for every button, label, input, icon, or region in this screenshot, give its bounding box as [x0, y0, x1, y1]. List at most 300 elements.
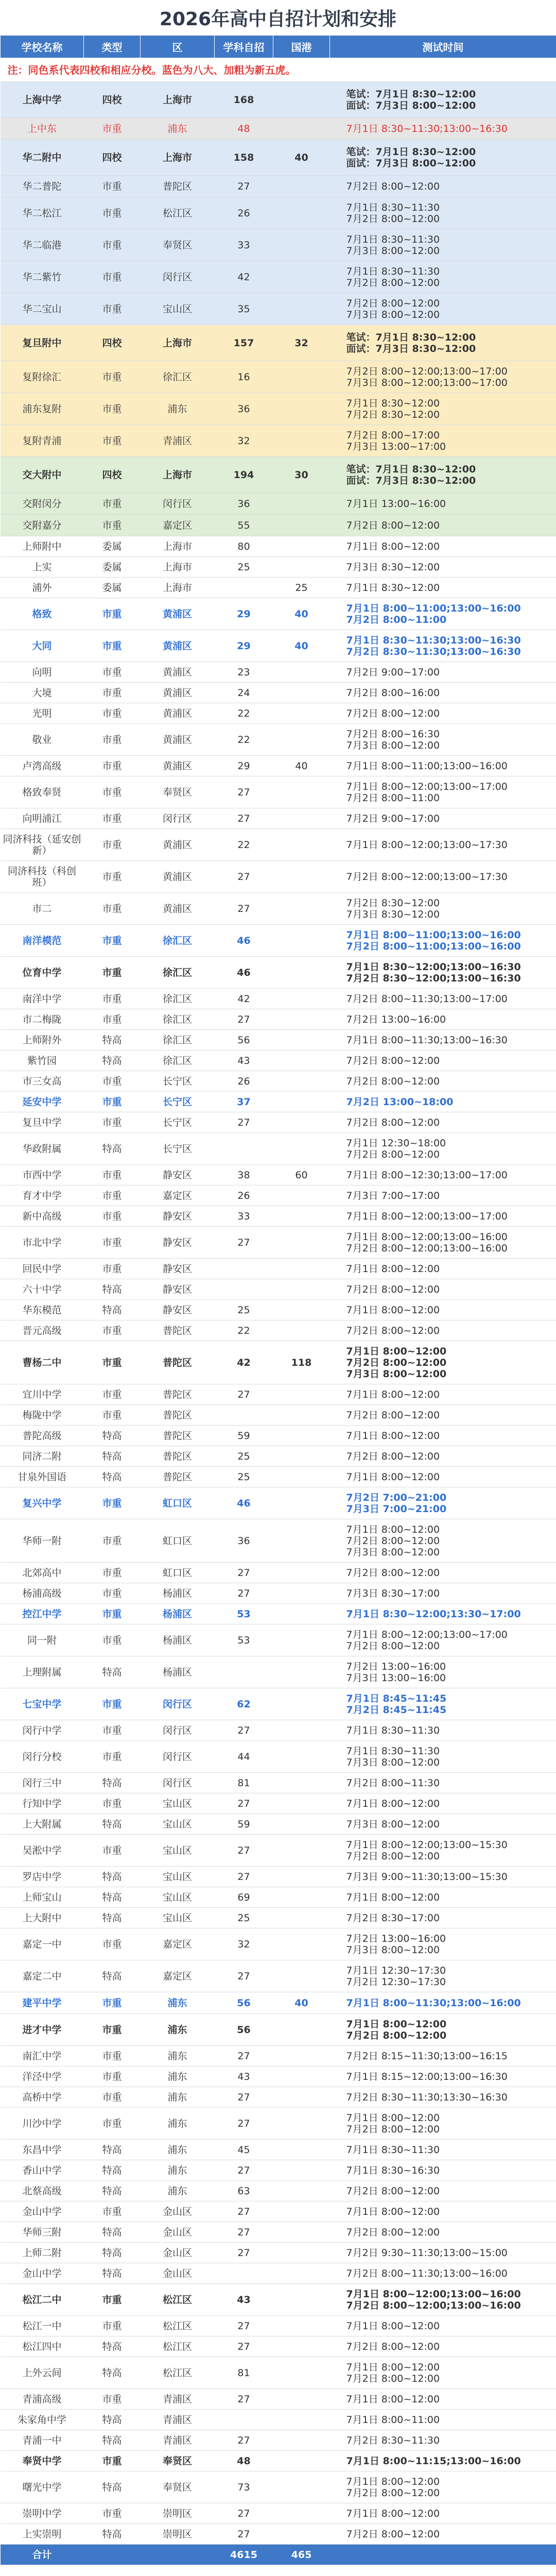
district-cell: 闵行区	[141, 1720, 215, 1741]
school-name-cell: 朱家角中学	[1, 2410, 84, 2430]
test-time-line: 7月2日 8:30~12:00	[346, 897, 440, 909]
test-time-cell	[330, 1835, 556, 1867]
type-cell: 市重	[84, 598, 141, 630]
test-time-line: 7月2日 8:00~12:00	[346, 707, 440, 719]
type-cell: 市重	[84, 1320, 141, 1341]
quota-cell: 27	[215, 2524, 273, 2545]
school-name-cell: 市二	[1, 893, 84, 925]
type-cell: 市重	[84, 2316, 141, 2336]
district-cell: 普陀区	[141, 1320, 215, 1341]
type-cell: 市重	[84, 1341, 141, 1384]
test-time-cell	[330, 2410, 556, 2430]
type-cell: 市重	[84, 515, 141, 536]
guogang-cell	[273, 2503, 330, 2524]
test-time-cell	[330, 1519, 556, 1563]
type-cell: 市重	[84, 393, 141, 425]
test-time-cell	[330, 493, 556, 515]
test-time-line: 7月2日 8:00~11:30;13:00~16:00	[346, 2267, 508, 2279]
header-type: 类型	[84, 36, 141, 58]
guogang-cell	[273, 176, 330, 197]
school-name-cell: 浦外	[1, 578, 84, 598]
guogang-cell	[273, 2316, 330, 2336]
test-time-cell	[330, 1793, 556, 1814]
district-cell: 青浦区	[141, 2430, 215, 2451]
test-time-cell	[330, 293, 556, 325]
test-time-cell	[330, 2140, 556, 2160]
district-cell: 黄浦区	[141, 598, 215, 630]
type-cell: 特高	[84, 2263, 141, 2284]
type-cell: 市重	[84, 703, 141, 724]
test-time-line: 7月1日 8:30~11:30	[346, 201, 440, 213]
district-cell: 杨浦区	[141, 1624, 215, 1656]
school-name-cell: 上大附属	[1, 1814, 84, 1835]
quota-cell: 27	[215, 2160, 273, 2181]
guogang-cell	[273, 2284, 330, 2316]
type-cell: 市重	[84, 1928, 141, 1960]
school-name-cell: 嘉定二中	[1, 1960, 84, 1992]
table-row	[1, 536, 556, 557]
note-text: 注：同色系代表四校和相应分校。蓝色为八大、加粗为新五虎。	[1, 58, 556, 82]
table-row	[1, 1165, 556, 1185]
guogang-cell	[273, 1112, 330, 1133]
test-time-line: 7月1日 8:00~12:00	[346, 2112, 440, 2124]
district-cell: 松江区	[141, 2316, 215, 2336]
district-cell: 奉贤区	[141, 776, 215, 808]
guogang-cell	[273, 2014, 330, 2046]
table-row	[1, 1092, 556, 1112]
school-name-cell: 川沙中学	[1, 2108, 84, 2140]
table-row	[1, 1741, 556, 1773]
table-row	[1, 1446, 556, 1467]
test-time-line: 7月1日 8:30~12:00	[346, 397, 440, 409]
type-cell: 特高	[84, 2181, 141, 2201]
guogang-cell: 40	[273, 630, 330, 662]
guogang-cell	[273, 1773, 330, 1793]
table-row	[1, 118, 556, 140]
school-name-cell: 奉贤中学	[1, 2451, 84, 2471]
district-cell: 静安区	[141, 1279, 215, 1300]
school-name-cell: 金山中学	[1, 2263, 84, 2284]
test-time-cell	[330, 1259, 556, 1279]
test-time-line: 7月2日 8:00~12:00	[346, 2528, 440, 2540]
quota-cell: 44	[215, 1741, 273, 1773]
school-name-cell: 控江中学	[1, 1604, 84, 1624]
school-name-cell: 同济二附	[1, 1446, 84, 1467]
test-time-line: 7月1日 8:30~11:30	[346, 1724, 440, 1736]
quota-cell: 46	[215, 925, 273, 957]
test-time-cell	[330, 2181, 556, 2201]
test-time-line: 7月1日 8:00~11:30;13:00~16:30	[346, 1034, 508, 1046]
quota-cell	[215, 1405, 273, 1426]
test-time-line: 7月2日 8:00~11:30;13:00~17:00	[346, 993, 508, 1005]
guogang-cell	[273, 1426, 330, 1446]
test-time-line: 7月3日 8:00~12:00	[346, 1546, 440, 1558]
table-row	[1, 2243, 556, 2263]
table-row	[1, 293, 556, 325]
district-cell: 闵行区	[141, 1688, 215, 1720]
test-time-cell	[330, 1092, 556, 1112]
district-cell: 静安区	[141, 1300, 215, 1320]
test-time-line: 7月2日 8:00~12:00	[346, 1116, 440, 1128]
district-cell: 普陀区	[141, 1341, 215, 1384]
district-cell: 浦东	[141, 2181, 215, 2201]
quota-cell: 25	[215, 1908, 273, 1928]
district-cell: 黄浦区	[141, 703, 215, 724]
table-row	[1, 1928, 556, 1960]
type-cell: 特高	[84, 2410, 141, 2430]
table-row	[1, 703, 556, 724]
quota-cell: 27	[215, 2201, 273, 2222]
type-cell: 市重	[84, 925, 141, 957]
test-time-line: 7月1日 8:00~12:00	[346, 2206, 440, 2217]
table-row	[1, 1185, 556, 1206]
test-time-line: 7月1日 8:30~11:30	[346, 1745, 440, 1757]
guogang-cell: 40	[273, 756, 330, 776]
test-time-line: 7月1日 8:00~12:00	[346, 1345, 447, 1357]
test-time-line: 7月3日 13:00~16:00	[346, 1672, 446, 1684]
test-time-line: 7月3日 8:00~12:00	[346, 1818, 440, 1830]
type-cell: 特高	[84, 1426, 141, 1446]
type-cell: 市重	[84, 1487, 141, 1519]
table-row	[1, 1426, 556, 1446]
test-time-cell	[330, 683, 556, 703]
guogang-cell	[273, 2451, 330, 2471]
quota-cell: 53	[215, 1604, 273, 1624]
test-time-line: 7月1日 8:00~12:00	[346, 2507, 440, 2519]
type-cell: 特高	[84, 1814, 141, 1835]
quota-cell: 194	[215, 457, 273, 493]
district-cell: 徐汇区	[141, 1009, 215, 1030]
guogang-cell	[273, 2222, 330, 2243]
quota-cell: 27	[215, 1793, 273, 1814]
table-row	[1, 1227, 556, 1259]
district-cell: 闵行区	[141, 1773, 215, 1793]
quota-cell: 27	[215, 1009, 273, 1030]
test-time-cell	[330, 361, 556, 393]
guogang-cell	[273, 776, 330, 808]
school-name-cell: 嘉定一中	[1, 1928, 84, 1960]
test-time-cell	[330, 2046, 556, 2066]
test-time-line: 7月1日 8:00~12:00	[346, 1798, 440, 1809]
district-cell: 宝山区	[141, 293, 215, 325]
school-name-cell: 上实	[1, 557, 84, 578]
type-cell: 市重	[84, 2046, 141, 2066]
table-row	[1, 493, 556, 515]
guogang-cell	[273, 2263, 330, 2284]
district-cell: 长宁区	[141, 1112, 215, 1133]
guogang-cell	[273, 1928, 330, 1960]
district-cell: 普陀区	[141, 1405, 215, 1426]
table-row	[1, 893, 556, 925]
district-cell: 普陀区	[141, 1426, 215, 1446]
test-time-line: 7月2日 8:00~12:00;13:00~16:00	[346, 2299, 521, 2311]
test-time-line: 7月3日 8:00~12:00	[346, 1756, 440, 1768]
header-district: 区	[141, 36, 215, 58]
test-time-cell	[330, 957, 556, 989]
table-row	[1, 1133, 556, 1165]
test-time-cell	[330, 197, 556, 229]
type-cell: 特高	[84, 1656, 141, 1688]
test-time-line: 7月1日 8:00~12:00;13:00~16:00	[346, 2288, 521, 2300]
test-time-line: 笔试：7月1日 8:30~12:00	[346, 88, 476, 100]
table-row	[1, 2014, 556, 2046]
type-cell: 市重	[84, 2389, 141, 2410]
type-cell: 四校	[84, 82, 141, 118]
type-cell: 特高	[84, 2222, 141, 2243]
test-time-cell	[330, 557, 556, 578]
school-name-cell: 格致	[1, 598, 84, 630]
quota-cell: 22	[215, 1320, 273, 1341]
test-time-cell	[330, 1814, 556, 1835]
table-row	[1, 2471, 556, 2503]
guogang-cell	[273, 893, 330, 925]
test-time-line: 7月2日 8:00~12:00	[346, 2123, 440, 2135]
quota-cell: 26	[215, 1185, 273, 1206]
test-time-line: 7月2日 9:00~17:00	[346, 666, 440, 678]
guogang-cell	[273, 2201, 330, 2222]
guogang-cell	[273, 808, 330, 829]
guogang-cell	[273, 536, 330, 557]
school-name-cell: 卢湾高级	[1, 756, 84, 776]
test-time-line: 7月1日 8:00~11:00;13:00~16:00	[346, 602, 521, 614]
test-time-cell	[330, 1165, 556, 1185]
table-row	[1, 662, 556, 683]
quota-cell: 25	[215, 1300, 273, 1320]
type-cell: 特高	[84, 2160, 141, 2181]
school-name-cell: 东昌中学	[1, 2140, 84, 2160]
district-cell: 虹口区	[141, 1519, 215, 1563]
guogang-cell: 40	[273, 1992, 330, 2014]
test-time-line: 7月1日 8:30~11:30;13:00~16:30	[346, 123, 508, 134]
test-time-cell	[330, 756, 556, 776]
table-row	[1, 957, 556, 989]
test-time-cell	[330, 925, 556, 957]
test-time-line: 7月3日 8:00~12:00	[346, 309, 440, 320]
district-cell: 奉贤区	[141, 2471, 215, 2503]
test-time-line: 7月2日 8:00~12:00	[346, 2185, 440, 2197]
school-name-cell: 向明浦江	[1, 808, 84, 829]
district-cell: 黄浦区	[141, 893, 215, 925]
test-time-line: 笔试：7月1日 8:30~12:00	[346, 146, 476, 158]
quota-cell: 56	[215, 1992, 273, 2014]
table-row	[1, 1814, 556, 1835]
quota-cell: 37	[215, 1092, 273, 1112]
table-row	[1, 598, 556, 630]
table-row	[1, 1112, 556, 1133]
district-cell: 静安区	[141, 1259, 215, 1279]
district-cell: 宝山区	[141, 1908, 215, 1928]
guogang-cell	[273, 82, 330, 118]
type-cell: 特高	[84, 2357, 141, 2389]
quota-cell: 43	[215, 2066, 273, 2087]
district-cell: 普陀区	[141, 1446, 215, 1467]
district-cell: 青浦区	[141, 2410, 215, 2430]
guogang-cell	[273, 2336, 330, 2357]
type-cell: 市重	[84, 493, 141, 515]
quota-cell: 29	[215, 598, 273, 630]
page-title: 2026年高中自招计划和安排	[0, 0, 556, 35]
test-time-line: 7月2日 8:30~11:30;13:00~16:30	[346, 646, 521, 657]
quota-cell	[215, 1259, 273, 1279]
quota-cell: 27	[215, 2336, 273, 2357]
type-cell: 市重	[84, 1688, 141, 1720]
guogang-cell	[273, 925, 330, 957]
school-name-cell: 罗店中学	[1, 1867, 84, 1887]
table-row	[1, 578, 556, 598]
district-cell: 浦东	[141, 2046, 215, 2066]
guogang-cell	[273, 2066, 330, 2087]
test-time-line: 7月2日 8:00~12:00	[346, 2341, 440, 2352]
district-cell: 静安区	[141, 1206, 215, 1227]
guogang-cell	[273, 662, 330, 683]
test-time-line: 7月1日 8:00~12:00;13:00~17:30	[346, 839, 508, 851]
guogang-cell	[273, 2108, 330, 2140]
test-time-line: 7月2日 8:00~12:00	[346, 1640, 440, 1652]
quota-cell: 27	[215, 2222, 273, 2243]
quota-cell: 27	[215, 2243, 273, 2263]
guogang-cell	[273, 1227, 330, 1259]
type-cell: 特高	[84, 1030, 141, 1050]
type-cell: 市重	[84, 861, 141, 893]
school-name-cell: 曹杨二中	[1, 1341, 84, 1384]
quota-cell: 27	[215, 893, 273, 925]
test-time-cell	[330, 1133, 556, 1165]
school-name-cell: 松江二中	[1, 2284, 84, 2316]
type-cell: 市重	[84, 1009, 141, 1030]
table-row	[1, 2108, 556, 2140]
test-time-line: 7月1日 8:00~11:00;13:00~16:00	[346, 929, 521, 941]
test-time-line: 7月1日 8:30~11:30	[346, 2144, 440, 2156]
guogang-cell	[273, 1688, 330, 1720]
school-name-cell: 复旦附中	[1, 325, 84, 361]
test-time-line: 7月1日 8:00~12:00	[346, 1471, 440, 1483]
school-name-cell: 浦东复附	[1, 393, 84, 425]
test-time-line: 7月3日 7:00~17:00	[346, 1190, 440, 1201]
guogang-cell	[273, 1960, 330, 1992]
district-cell: 嘉定区	[141, 1185, 215, 1206]
district-cell: 浦东	[141, 393, 215, 425]
test-time-cell	[330, 2160, 556, 2181]
test-time-cell	[330, 1773, 556, 1793]
test-time-cell	[330, 2471, 556, 2503]
test-time-line: 7月2日 8:30~11:30	[346, 2434, 440, 2446]
school-name-cell: 华师三附	[1, 2222, 84, 2243]
test-time-cell	[330, 2430, 556, 2451]
quota-cell: 26	[215, 197, 273, 229]
quota-cell: 25	[215, 1446, 273, 1467]
test-time-line: 7月2日 8:00~17:00	[346, 429, 440, 441]
school-name-cell: 晋元高级	[1, 1320, 84, 1341]
type-cell: 市重	[84, 261, 141, 293]
table-row	[1, 1030, 556, 1050]
test-time-line: 7月3日 8:30~12:00	[346, 908, 440, 920]
school-name-cell: 华二临港	[1, 229, 84, 261]
type-cell: 市重	[84, 776, 141, 808]
test-time-cell	[330, 118, 556, 140]
test-time-line: 7月2日 12:30~17:30	[346, 1976, 446, 1988]
type-cell: 市重	[84, 756, 141, 776]
type-cell: 市重	[84, 1384, 141, 1405]
type-cell: 市重	[84, 662, 141, 683]
type-cell: 特高	[84, 1446, 141, 1467]
school-name-cell: 南洋模范	[1, 925, 84, 957]
guogang-cell	[273, 1604, 330, 1624]
test-time-line: 7月1日 8:15~12:00;13:00~16:30	[346, 2071, 508, 2082]
test-time-line: 7月1日 8:00~12:00;13:00~16:00	[346, 1231, 508, 1243]
guogang-cell	[273, 1030, 330, 1050]
type-cell: 市重	[84, 293, 141, 325]
type-cell: 四校	[84, 325, 141, 361]
school-name-cell: 上理附属	[1, 1656, 84, 1688]
guogang-cell	[273, 2046, 330, 2066]
guogang-cell	[273, 1741, 330, 1773]
test-time-cell	[330, 1279, 556, 1300]
table-row	[1, 2284, 556, 2316]
guogang-cell	[273, 1835, 330, 1867]
test-time-cell	[330, 2284, 556, 2316]
district-cell: 浦东	[141, 2014, 215, 2046]
test-time-cell	[330, 598, 556, 630]
test-time-cell	[330, 425, 556, 457]
test-time-line: 笔试：7月1日 8:30~12:00	[346, 463, 476, 475]
type-cell: 市重	[84, 361, 141, 393]
test-time-cell	[330, 1320, 556, 1341]
type-cell: 市重	[84, 1206, 141, 1227]
test-time-cell	[330, 1867, 556, 1887]
test-time-cell	[330, 2222, 556, 2243]
table-row	[1, 1583, 556, 1604]
quota-cell: 27	[215, 1563, 273, 1583]
test-time-cell	[330, 2087, 556, 2108]
test-time-line: 7月1日 8:30~12:00;13:00~16:30	[346, 961, 521, 973]
school-name-cell: 甘泉外国语	[1, 1467, 84, 1487]
test-time-cell	[330, 2201, 556, 2222]
table-row	[1, 325, 556, 361]
table-body	[1, 58, 556, 2565]
table-row	[1, 808, 556, 829]
test-time-line: 面试：7月3日 8:00~12:00	[346, 99, 476, 111]
district-cell: 青浦区	[141, 2389, 215, 2410]
quota-cell: 73	[215, 2471, 273, 2503]
school-name-cell: 市西中学	[1, 1165, 84, 1185]
test-time-cell	[330, 1446, 556, 1467]
test-time-cell	[330, 703, 556, 724]
quota-cell: 27	[215, 1960, 273, 1992]
guogang-cell	[273, 2524, 330, 2545]
school-name-cell: 吴淞中学	[1, 1835, 84, 1867]
type-cell: 特高	[84, 2140, 141, 2160]
guogang-cell	[273, 2410, 330, 2430]
test-time-cell	[330, 1563, 556, 1583]
test-time-cell	[330, 2524, 556, 2545]
school-name-cell: 宜川中学	[1, 1384, 84, 1405]
school-name-cell: 上师附中	[1, 536, 84, 557]
test-time-line: 7月1日 8:45~11:45	[346, 1692, 447, 1704]
school-name-cell: 闵行三中	[1, 1773, 84, 1793]
table-row	[1, 2410, 556, 2430]
table-row	[1, 2160, 556, 2181]
quota-cell: 59	[215, 1426, 273, 1446]
guogang-cell	[273, 197, 330, 229]
district-cell: 浦东	[141, 2108, 215, 2140]
table-row	[1, 515, 556, 536]
quota-cell: 35	[215, 293, 273, 325]
type-cell: 市重	[84, 683, 141, 703]
test-time-cell	[330, 829, 556, 861]
total-label: 合计	[1, 2545, 84, 2565]
test-time-line: 7月1日 8:00~12:00;13:00~17:00	[346, 1629, 508, 1640]
guogang-cell	[273, 1908, 330, 1928]
